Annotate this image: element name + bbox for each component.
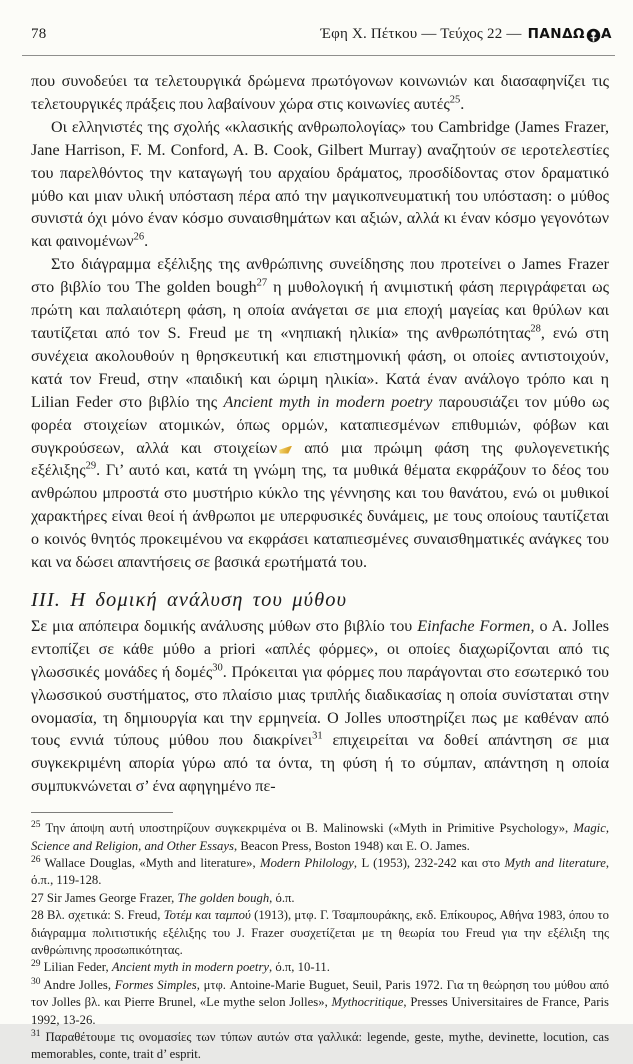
footnote-item: $^{25}$ Την άποψη αυτή υποστηρίζουν συγκεκριμένα οι B. Malinowski («Myth in Primitive Psychology», Magic, Science and Religion, and Other Essays, Beacon Press, Boston 1948) και E. O. James. <box>31 819 609 853</box>
footnote-item: $^{29}$ Lilian Feder, Ancient myth in modern poetry, ό.π, 10-11. <box>31 959 330 975</box>
footnote-item: $^{30}$ Andre Jolles, Formes Simples, μτφ. Antoine-Marie Buguet, Seuil, Paris 1972. Για τη θεώρηση του μύθου από τον Jolles βλ. και Pierre Brunel, «Le mythe selon Jolles», Mythocritique, Presses Universitaires de France, Paris 1992, 13-26. <box>31 976 609 1027</box>
footnote-item: 28 Βλ. σχετικά: S. Freud, Τοτέμ και ταμπού (1913), μτφ. Γ. Τσαμπουράκης, εκδ. Επίκουρος, Αθήνα 1983, όπου το διάγραμμα πολιτιστικής εξέλιξης του J. Frazer συσχετίζεται με τη θεωρία του Freud για την εξέλιξη της ανθρώπινης προσωπικότητας. <box>31 908 609 958</box>
italic-title: Ancient myth in modern poetry <box>223 393 433 411</box>
paragraph: Σε μια απόπειρα δομικής ανάλυσης μύθων στο βιβλίο του Einfache Formen, ο Α. Jolles εντοπίζει σε κάθε μύθο a priori «απλές φόρμες», οι οποίες διαχωρίζονται από τις γλωσσικές μονάδες ή δομές$^{30}$. Πρόκειται για φόρμες που παράγονται στο εσωτερικό του γλωσσικού συστήματος, στο πλαίσιο μιας τριπλής διαδικασίας η οποία συνίσταται στην ονομασία, τη δημιουργία και την ερμηνεία. Ο Jolles υποστηρίζει πως με καθέναν από τους εννιά τύπους μύθου που διακρίνει$^{31}$ επιχειρείται να δοθεί απάντηση σε μια συγκεκριμένη απορία γύρω από τα όντα, τη φύση ή το σύμπαν, απάντηση η οποία συμπυκνώνεται σ’ ένα αφηγημένο πε- <box>31 617 609 796</box>
italic-title: Modern Philology <box>260 856 354 870</box>
footnote-number: 27 <box>31 890 44 905</box>
footnote-ref: 28 <box>530 323 541 335</box>
paragraph: Οι ελληνιστές της σχολής «κλασικής ανθρωπολογίας» του Cambridge (James Frazer, Jane Harrison, F. M. Conford, A. B. Cook, Gilbert Murray) αναζητούν σε ιεροτελεστίες του παρελθόντος την καταγωγή του αρχαίου δράματος, προσδίδοντας στον δραματικό μύθο και μιαν υλική υπόσταση πέρα από την μαγικοπνευματική του υπόσταση: ο μύθος συνιστά όχι μόνο έναν κόσμο συναισθημάτων και αξιών, αλλά κι έναν κόσμο γεγονότων και φαινομένων$^{26}$. <box>31 118 609 251</box>
footnote-ref: 26 <box>133 231 145 243</box>
footnote-ref: 25 <box>449 94 461 106</box>
footnote-number: 31 <box>31 1028 41 1039</box>
footnote-number: 26 <box>31 854 41 865</box>
italic-title: Magic, Science and Religion, and Other Essays <box>31 821 609 853</box>
pandora-logo-right: Α <box>601 26 612 42</box>
italic-title: Mythocritique <box>331 995 404 1010</box>
italic-title: Myth and literature <box>504 856 606 870</box>
footnote-ref: 29 <box>85 461 97 473</box>
footnote-item: $^{26}$ Wallace Douglas, «Myth and literature», Modern Philology, L (1953), 232-242 και στο Myth and literature, ό.π., 119-128. <box>31 854 609 888</box>
italic-title: Formes Simples <box>114 977 197 992</box>
footnote-number: 29 <box>31 959 41 970</box>
italic-title: The golden bough <box>177 890 270 905</box>
header-rule <box>22 55 615 56</box>
footnote-number: 25 <box>31 819 41 830</box>
logo-emblem-icon <box>586 28 601 43</box>
footnote-item: $^{31}$ Παραθέτουμε τις ονομασίες των τύπων αυτών στα γαλλικά: legende, geste, mythe, devinette, locution, cas memorables, conte, trait d’ esprit. <box>31 1028 610 1062</box>
paragraph: Στο διάγραμμα εξέλιξης της ανθρώπινης συνείδησης που προτείνει ο James Frazer στο βιβλίο του The golden bough$^{27}$ η μυθολογική ή ανιμιστική φάση περιγράφεται ως πρώτη και παλαιότερη φάση, η οποία ανάγεται σε μια εποχή μαγείας και θρύλων και ταυτίζεται από τον S. Freud με τη «νηπιακή ηλικία» της ανθρωπότητας$^{28}$, ενώ στη συνέχεια ακολουθούν η θρησκευτική και επιστημονική φάση, οι οποίες αντιστοιχούν, κατά τον Freud, στην «παιδική και ώριμη ηλικία». Κατά έναν ανάλογο τρόπο και η Lilian Feder στο βιβλίο της Ancient myth in modern poetry παρουσιάζει τον μύθο ως φορέα στοιχείων ατομικών, όπως ορμών, καταπιεσμένων επιθυμιών, φόβων και συγκρούσεων, αλλά και στοιχείων από μια πρώιμη φάση της φυλογενετικής εξέλιξης$^{29}$. Γι’ αυτό και, κατά τη γνώμη της, τα μυθικά θέματα εκφράζουν το δέος του ανθρώπου μπροστά στο μυστήριο κύκλο της γέννησης και του θανάτου, ενώ οι μυθικοί χαρακτήρες είναι θεοί ή άνθρωποι με υπερφυσικές δυνάμεις, με τους οποίους ταυτίζεται ο κοινός θνητός προκειμένου να εκφράσει καταπιεσμένες συναισθηματικές ανάγκες του και να δώσει απαντήσεις σε βασικά ερωτήματά του. <box>31 256 609 572</box>
italic-title: Einfache Formen <box>417 617 531 635</box>
footnote-number: 30 <box>31 976 41 987</box>
pandora-logo <box>528 26 612 42</box>
article-body <box>31 71 609 799</box>
footnote-ref: 31 <box>312 731 323 743</box>
footnote-rule <box>31 812 173 813</box>
highlight-mark <box>279 446 292 454</box>
footnote-ref: 27 <box>256 277 268 289</box>
section-heading: III. Η δομική ανάλυση του μύθου <box>31 588 348 611</box>
italic-title: Τοτέμ και ταμπού <box>163 908 251 923</box>
running-title-text: Έφη Χ. Πέτκου — Τεύχος 22 — <box>320 26 522 42</box>
footnotes <box>31 820 609 1064</box>
pandora-logo-left: ΠΑΝΔΩ <box>527 26 586 42</box>
footnote-ref: 30 <box>212 662 223 674</box>
running-title <box>321 26 613 43</box>
paragraph: που συνοδεύει τα τελετουργικά δρώμενα πρωτόγονων κοινωνιών και διασαφηνίζει τις τελετουργικές πράξεις που λαβαίνουν χώρα στις κοινωνίες αυτές$^{25}$. <box>31 73 609 113</box>
page-number: 78 <box>31 26 47 42</box>
footnote-item: 27 Sir James George Frazer, The golden bough, ό.π. <box>31 890 295 905</box>
footnote-number: 28 <box>31 908 44 923</box>
italic-title: Ancient myth in modern poetry <box>111 960 270 975</box>
article-content <box>31 71 609 1064</box>
page-header <box>31 26 612 43</box>
